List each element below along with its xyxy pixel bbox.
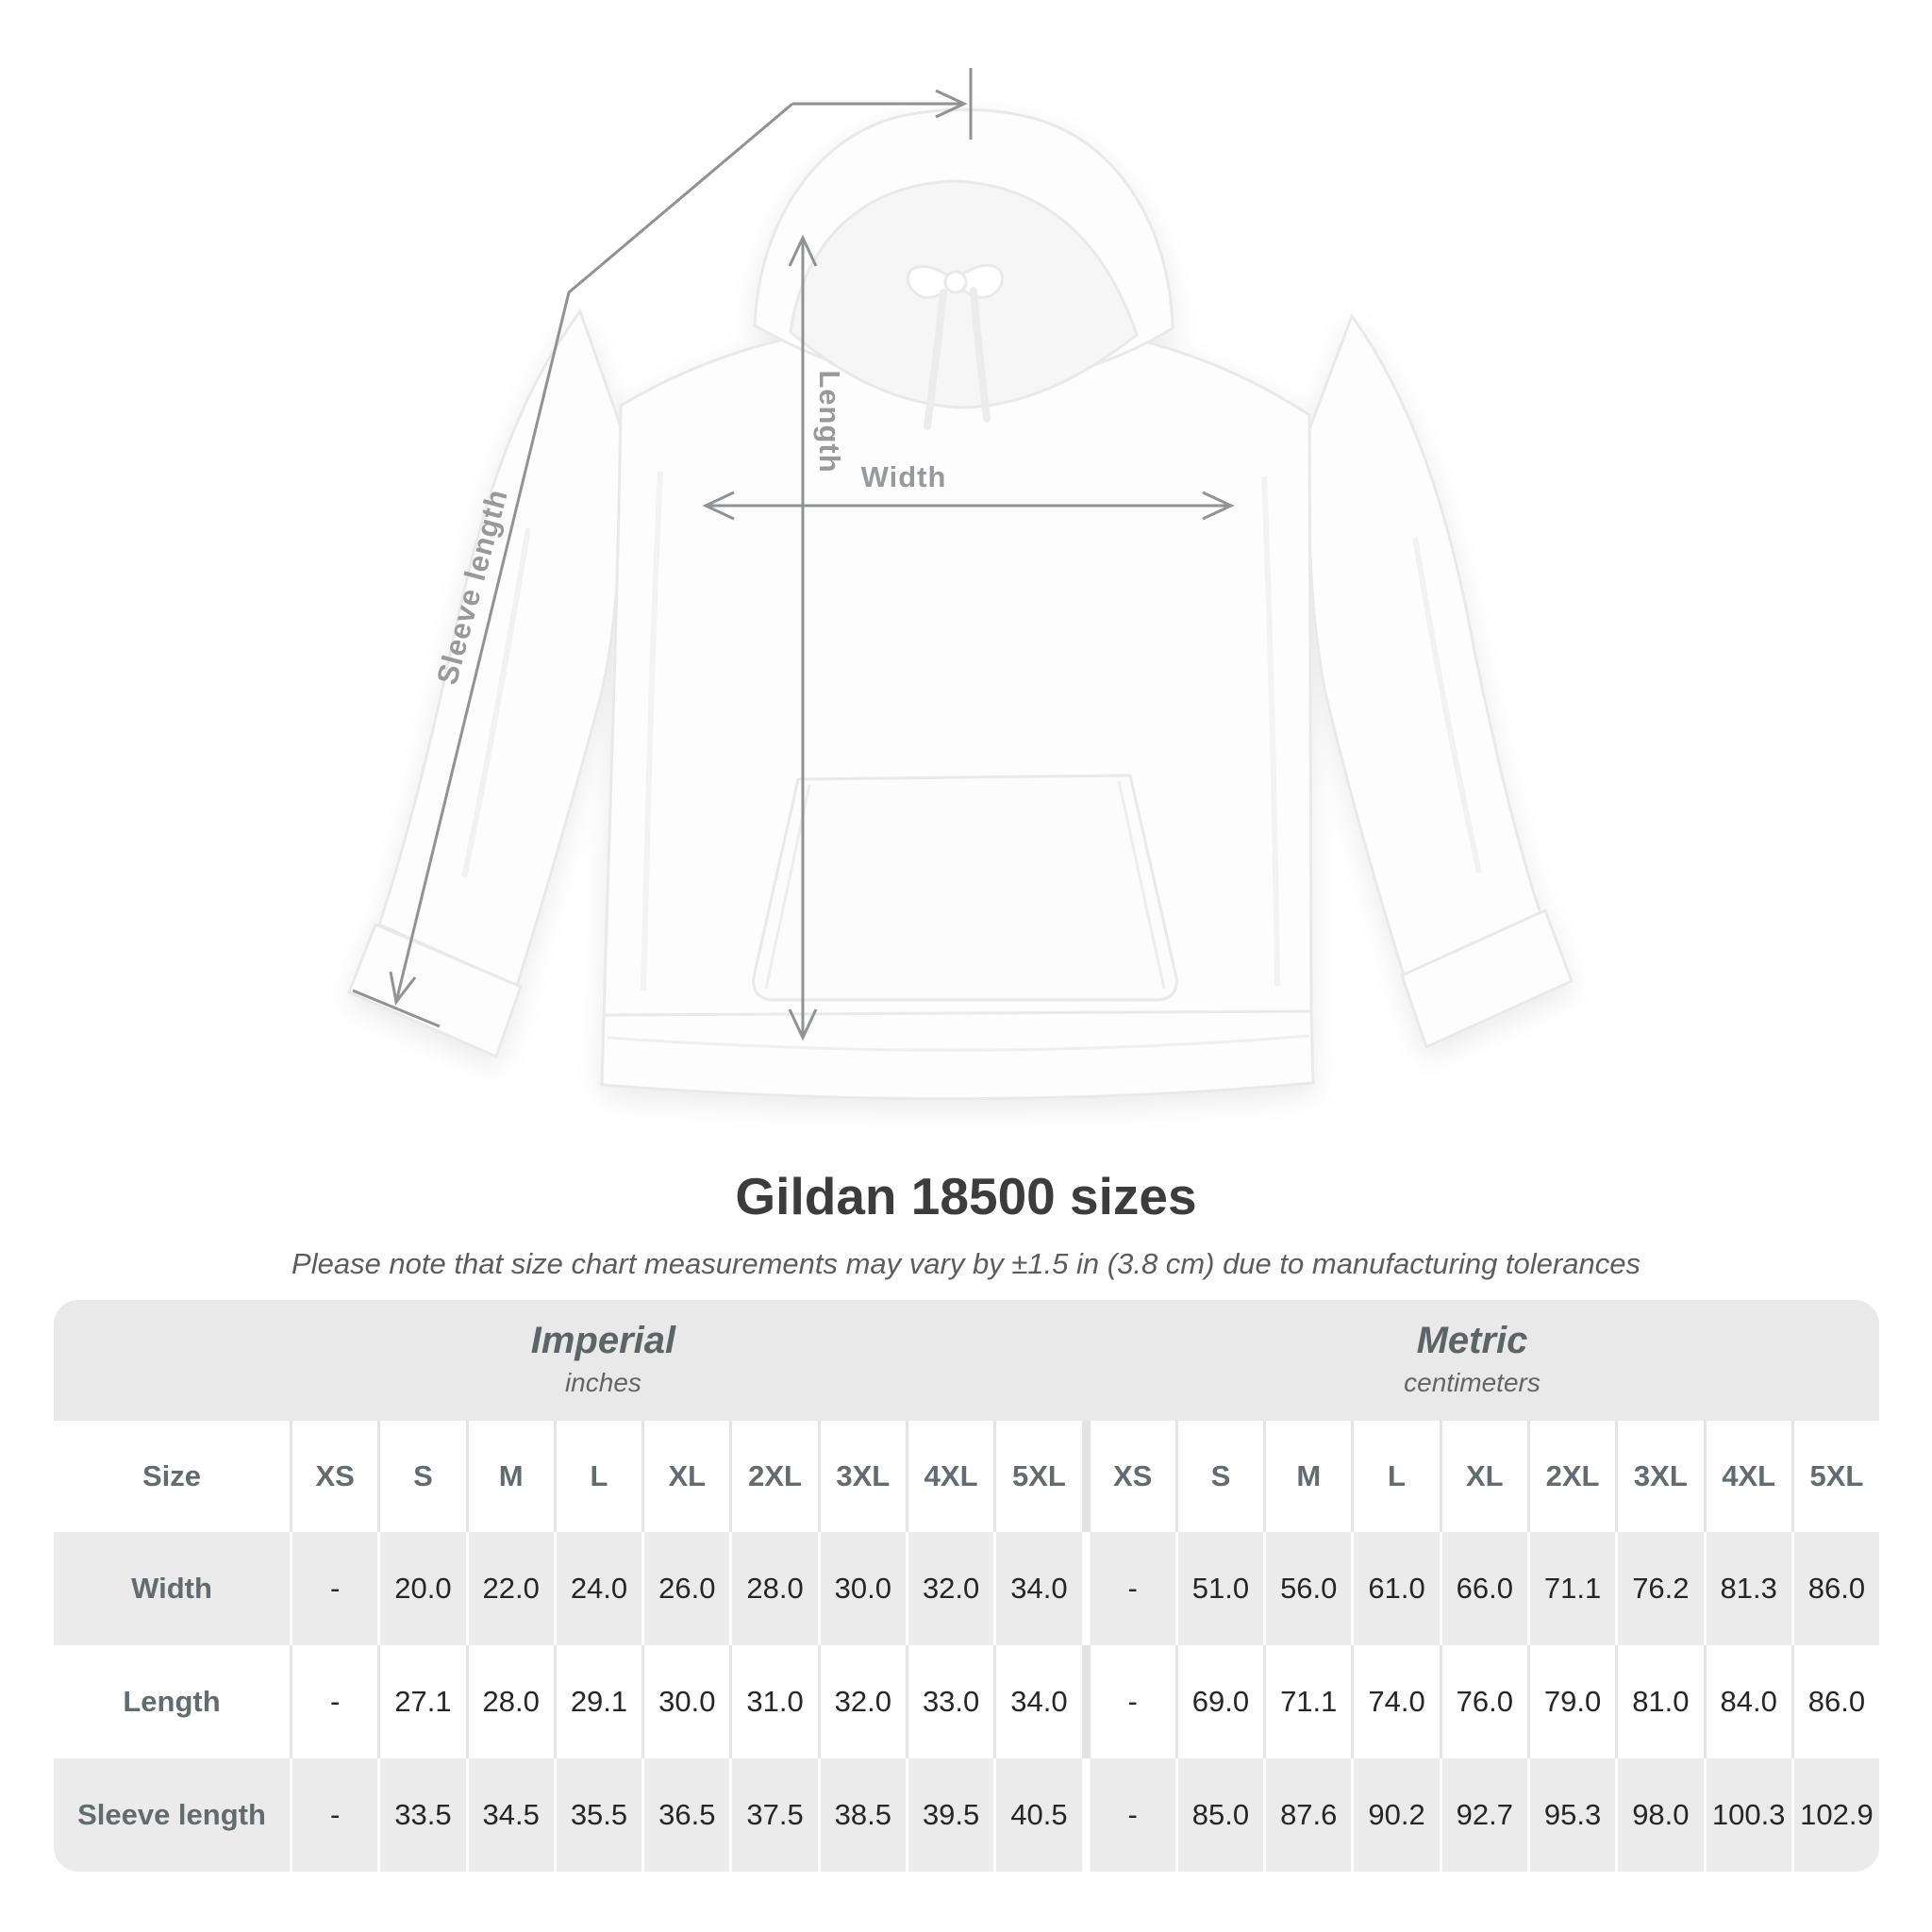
imperial-size-l: L	[554, 1421, 641, 1532]
metric-size-s: S	[1175, 1421, 1263, 1532]
imperial-size-5xl: 5XL	[993, 1421, 1081, 1532]
imperial-size-s: S	[377, 1421, 465, 1532]
length-dimension-label: Length	[813, 370, 846, 474]
metric-value: 86.0	[1791, 1532, 1879, 1645]
metric-size-l: L	[1351, 1421, 1439, 1532]
metric-size-m: M	[1263, 1421, 1351, 1532]
metric-unit: centimeters	[1404, 1368, 1541, 1397]
imperial-value: -	[290, 1532, 377, 1645]
metric-value: 98.0	[1615, 1758, 1703, 1872]
imperial-value: -	[290, 1758, 377, 1872]
imperial-value: 33.5	[377, 1758, 465, 1872]
imperial-value: 37.5	[729, 1758, 817, 1872]
imperial-value: 30.0	[818, 1532, 906, 1645]
measurement-row-width	[54, 1532, 1879, 1645]
metric-value: 71.1	[1527, 1532, 1615, 1645]
metric-value: 76.2	[1615, 1532, 1703, 1645]
imperial-value: 26.0	[641, 1532, 729, 1645]
metric-size-5xl: 5XL	[1791, 1421, 1879, 1532]
imperial-value: 32.0	[906, 1532, 993, 1645]
metric-size-xs: XS	[1082, 1421, 1175, 1532]
imperial-value: 38.5	[818, 1758, 906, 1872]
imperial-value: 33.0	[906, 1645, 993, 1758]
imperial-size-xl: XL	[641, 1421, 729, 1532]
imperial-value: -	[290, 1645, 377, 1758]
metric-value: 84.0	[1704, 1645, 1791, 1758]
metric-value: -	[1082, 1532, 1175, 1645]
imperial-unit: inches	[564, 1368, 641, 1397]
imperial-size-m: M	[466, 1421, 554, 1532]
imperial-value: 35.5	[554, 1758, 641, 1872]
metric-section-header	[1404, 1317, 1541, 1403]
imperial-size-xs: XS	[290, 1421, 377, 1532]
imperial-value: 40.5	[993, 1758, 1081, 1872]
size-table	[54, 1300, 1879, 1872]
imperial-title: Imperial	[530, 1320, 676, 1361]
metric-value: 86.0	[1791, 1645, 1879, 1758]
measurement-row-sleeve-length	[54, 1758, 1879, 1872]
imperial-value: 22.0	[466, 1532, 554, 1645]
metric-value: 85.0	[1175, 1758, 1263, 1872]
metric-value: 90.2	[1351, 1758, 1439, 1872]
metric-value: 74.0	[1351, 1645, 1439, 1758]
metric-value: 71.1	[1263, 1645, 1351, 1758]
imperial-value: 24.0	[554, 1532, 641, 1645]
metric-value: 100.3	[1704, 1758, 1791, 1872]
page-title: Gildan 18500 sizes	[735, 1167, 1197, 1225]
sleeve-length-dimension-label: Sleeve length	[430, 485, 514, 689]
imperial-value: 34.0	[993, 1532, 1081, 1645]
imperial-value: 29.1	[554, 1645, 641, 1758]
imperial-value: 39.5	[906, 1758, 993, 1872]
imperial-size-3xl: 3XL	[818, 1421, 906, 1532]
metric-value: -	[1082, 1758, 1175, 1872]
metric-value: 76.0	[1440, 1645, 1527, 1758]
metric-value: 51.0	[1175, 1532, 1263, 1645]
metric-value: 66.0	[1440, 1532, 1527, 1645]
row-label: Sleeve length	[77, 1798, 266, 1831]
metric-value: 69.0	[1175, 1645, 1263, 1758]
size-header-row	[54, 1421, 1879, 1532]
metric-value: 92.7	[1440, 1758, 1527, 1872]
imperial-value: 27.1	[377, 1645, 465, 1758]
metric-value: 87.6	[1263, 1758, 1351, 1872]
metric-value: 81.0	[1615, 1645, 1703, 1758]
hoodie-graphic	[349, 109, 1572, 1099]
imperial-section-header	[531, 1317, 675, 1403]
metric-value: -	[1082, 1645, 1175, 1758]
imperial-size-4xl: 4XL	[906, 1421, 993, 1532]
metric-size-4xl: 4XL	[1704, 1421, 1791, 1532]
row-label: Width	[131, 1572, 212, 1605]
metric-title: Metric	[1416, 1320, 1528, 1361]
size-table-grid	[54, 1421, 1879, 1872]
metric-value: 81.3	[1704, 1532, 1791, 1645]
metric-value: 95.3	[1527, 1758, 1615, 1872]
imperial-value: 31.0	[729, 1645, 817, 1758]
metric-value: 61.0	[1351, 1532, 1439, 1645]
imperial-size-2xl: 2XL	[729, 1421, 817, 1532]
imperial-value: 28.0	[729, 1532, 817, 1645]
metric-value: 79.0	[1527, 1645, 1615, 1758]
metric-size-xl: XL	[1440, 1421, 1527, 1532]
width-dimension-label: Width	[860, 460, 947, 493]
metric-value: 102.9	[1791, 1758, 1879, 1872]
imperial-value: 28.0	[466, 1645, 554, 1758]
imperial-value: 30.0	[641, 1645, 729, 1758]
metric-value: 56.0	[1263, 1532, 1351, 1645]
row-label: Length	[123, 1685, 221, 1718]
metric-size-2xl: 2XL	[1527, 1421, 1615, 1532]
tolerance-note: Please note that size chart measurements may vary by ±1.5 in (3.8 cm) due to manufacturing tolerances	[291, 1247, 1641, 1280]
size-corner-label: Size	[142, 1459, 202, 1492]
imperial-value: 34.5	[466, 1758, 554, 1872]
imperial-value: 32.0	[818, 1645, 906, 1758]
metric-size-3xl: 3XL	[1615, 1421, 1703, 1532]
imperial-value: 20.0	[377, 1532, 465, 1645]
unit-header-band	[54, 1300, 1879, 1421]
imperial-value: 36.5	[641, 1758, 729, 1872]
imperial-value: 34.0	[993, 1645, 1081, 1758]
measurement-row-length	[54, 1645, 1879, 1758]
